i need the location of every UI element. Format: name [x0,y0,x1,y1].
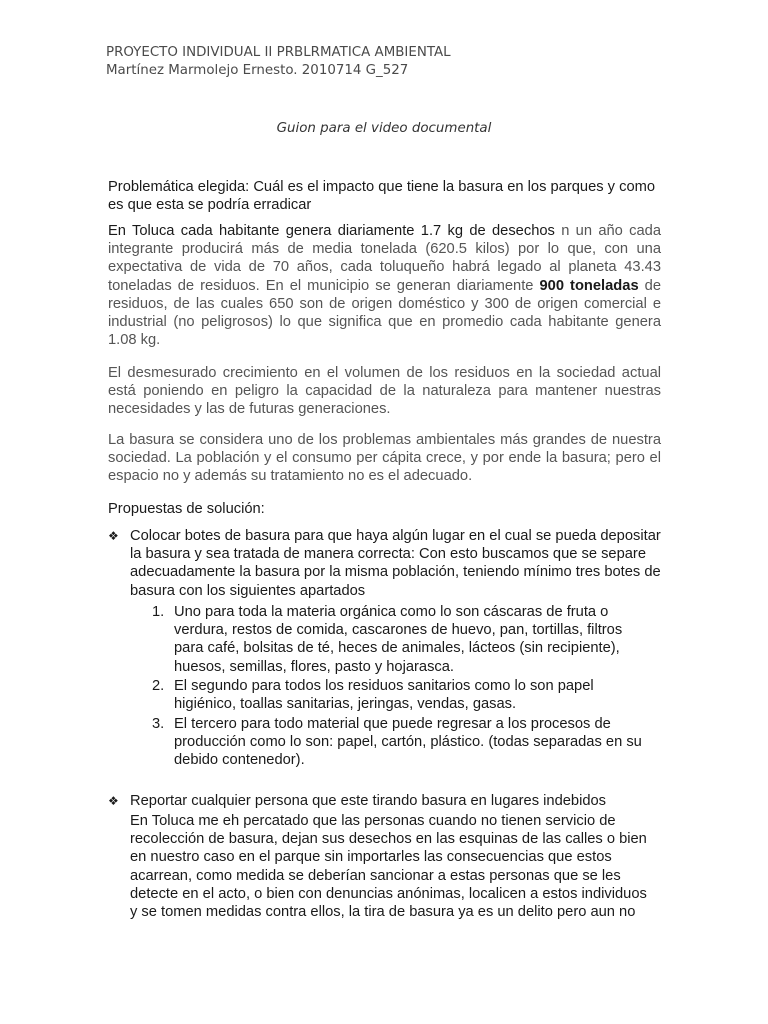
document-header [106,44,451,80]
document-title: Guion para el video documental [276,121,492,136]
paragraph-problem: La basura se considera uno de los problemas ambientales más grandes de nuestra sociedad. La población y el consumo per cápita crece, y por ende la basura; pero el espacio no y además su tratamiento no es el adecuado. [108,432,661,485]
bullet-text: Reportar cualquier persona que este tirando basura en lugares indebidos [130,793,607,809]
list-number: 2. [152,678,165,694]
statistics-text-b: de residuos, de las cuales 650 son de origen doméstico y 300 de origen comercial e industrial (no peligrosos) lo que significa que en promedio cada habitante genera 1.08 kg. [108,277,661,349]
statistics-lead: En Toluca cada habitante genera diariamente 1.7 kg de desechos [108,223,555,239]
list-item-text: El tercero para todo material que puede regresar a los procesos de producción como lo son: papel, cartón, plástico. (todas separadas en su debido contenedor). [174,716,642,769]
author-line: Martínez Marmolejo Ernesto. 2010714 G_527 [106,63,409,78]
paragraph-statistics [108,222,661,349]
paragraph-growth: El desmesurado crecimiento en el volumen de los residuos en la sociedad actual está poniendo en peligro la capacidad de la naturaleza para mantener nuestras necesidades y las de futuras generaciones. [108,365,661,418]
list-item [152,715,652,770]
list-number: 3. [152,716,165,732]
diamond-bullet-icon: ❖ [108,794,119,808]
statistics-bold: 900 toneladas [539,277,639,294]
proposals-heading: Propuestas de solución: [108,501,265,517]
bullet-item-report [108,792,668,810]
diamond-bullet-icon: ❖ [108,529,119,543]
project-title: PROYECTO INDIVIDUAL II PRBLRMATICA AMBIENTAL [106,45,451,60]
statistics-text-a: n un año cada integrante producirá más de media tonelada (620.5 kilos) por lo que, con una expectativa de vida de 70 años, cada toluqueño habrá legado al planeta 43.43 toneladas de residuos. En el municipio se generan diariamente [108,223,661,294]
problem-statement: Problemática elegida: Cuál es el impacto que tiene la basura en los parques y como es que esta se podría erradicar [108,179,656,214]
list-item [152,677,652,713]
list-number: 1. [152,604,165,620]
bullet-item-bins [108,527,668,600]
paragraph-report: En Toluca me eh percatado que las personas cuando no tienen servicio de recolección de basura, dejan sus desechos en las esquinas de las calles o bien en nuestro caso en el parque sin importarles las consecuencias que estos acarrean, como medida se deberían sancionar a estas personas que se les detecte en el acto, o bien con denuncias anónimas, localicen a estos individuos y se tomen medidas contra ellos, la tira de basura ya es un delito pero aun no [130,813,647,921]
list-item-text: Uno para toda la materia orgánica como lo son cáscaras de fruta o verdura, restos de comida, cascarones de huevo, pan, tortillas, filtros para café, bolsitas de té, heces de animales, lácteos (sin recipiente), huesos, semillas, flores, pasto y hojarasca. [174,604,623,675]
bullet-text: Colocar botes de basura para que haya algún lugar en el cual se pueda depositar la basura y sea tratada de manera correcta: Con esto buscamos que se separe adecuadamente la basura por la misma población, teniendo mínimo tres botes de basura con los siguientes apartados [130,528,661,599]
list-item-text: El segundo para todos los residuos sanitarios como lo son papel higiénico, toallas sanitarias, jeringas, vendas, gasas. [174,678,594,713]
list-item [152,603,652,676]
